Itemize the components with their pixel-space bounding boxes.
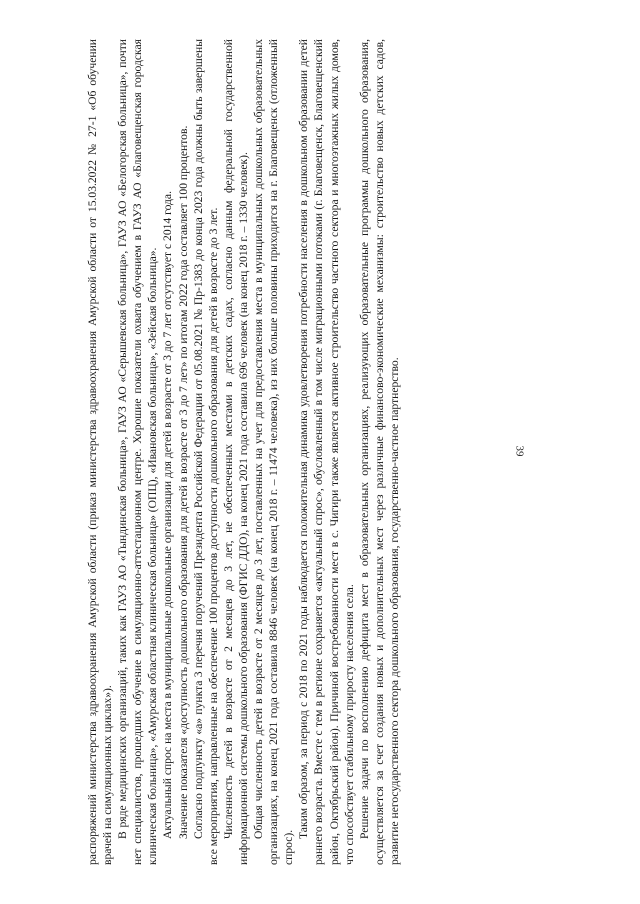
paragraph: Общая численность детей в возрасте от 2 месяцев до 3 лет, поставленных на учет для предоставления места в муниципальных дошкольных образовательных организациях, на конец 2021 года составила 8846 человек (на конец 2018 г. – 11474 человека), из них больше половины приходится на г. Благовещенск (отложенный спрос). bbox=[252, 39, 296, 865]
paragraph: Согласно подпункту «а» пункта 3 перечня поручений Президента Российской Федерации от 05.08.2021 № Пр-1383 до конца 2023 года должны быть завершены все мероприятия, направленные на обеспечение 100 процентов доступности дошкольного образования для детей в возрасте до 3 лет. bbox=[191, 39, 220, 865]
paragraph: Актуальный спрос на места в муниципальные дошкольные организации для детей в возрасте от 3 до 7 лет отсутствует с 2014 года. bbox=[161, 191, 175, 839]
paragraph: Значение показателя «доступность дошкольного образования для детей в возрасте от 3 до 7 лет» по итогам 2022 года составляет 100 процентов. bbox=[176, 125, 190, 839]
paragraph: В ряде медицинских организаций, таких как ГАУЗ АО «Тындинская больница», ГАУЗ АО «Серышевская больница», ГАУЗ АО «Белогорская больница», почти нет специалистов, прошедших обучение в симуляционно-аттестационном центре. Хорошие показатели охвата обучением в ГАУЗ АО «Благовещенская городская клиническая больница», «Амурская областная клиническая больница» (ОПЦ), «Ивановская больница», «Зейская больница». bbox=[116, 39, 160, 865]
paragraph: распоряжений министерства здравоохранения Амурской области (приказ министерства здравоохранения Амурской области от 15.03.2022 № 27-1 «Об обучении врачей на симуляционных циклах»). bbox=[86, 39, 115, 865]
paragraph: Решение задачи по восполнению дефицита мест в образовательных организациях, реализующих образовательные программы дошкольного образования, осуществляется за счет создания новых и дополнительных мест через различные финансово-экономические механизмы: строительство новых детских садов, развитие негосударственного сектора дошкольного образования, государственно-частное партнерство. bbox=[357, 39, 401, 865]
document-body bbox=[85, 39, 555, 865]
page-number: 39 bbox=[513, 445, 526, 457]
paragraph: Численность детей в возрасте от 2 месяцев до 3 лет, не обеспеченных местами в детских садах, согласно данным федеральной государственной информационной системы дошкольного образования (ФГИС ДДО), на конец 2021 года составила 696 человек (на конец 2018 г. – 1330 человек). bbox=[221, 39, 250, 865]
paragraph: Таким образом, за период с 2018 по 2021 годы наблюдается положительная динамика удовлетворения потребности населения в дошкольном образовании детей раннего возраста. Вместе с тем в регионе сохраняется «актуальный спрос», обусловленный в том числе миграционными потоками (г. Благовещенск, Благовещенский район, Октябрьский район). Причиной востребованности мест в с. Чигири также является активное строительство частного сектора и многоэтажных жилых домов, что способствует стабильному приросту населения села. bbox=[297, 39, 356, 865]
